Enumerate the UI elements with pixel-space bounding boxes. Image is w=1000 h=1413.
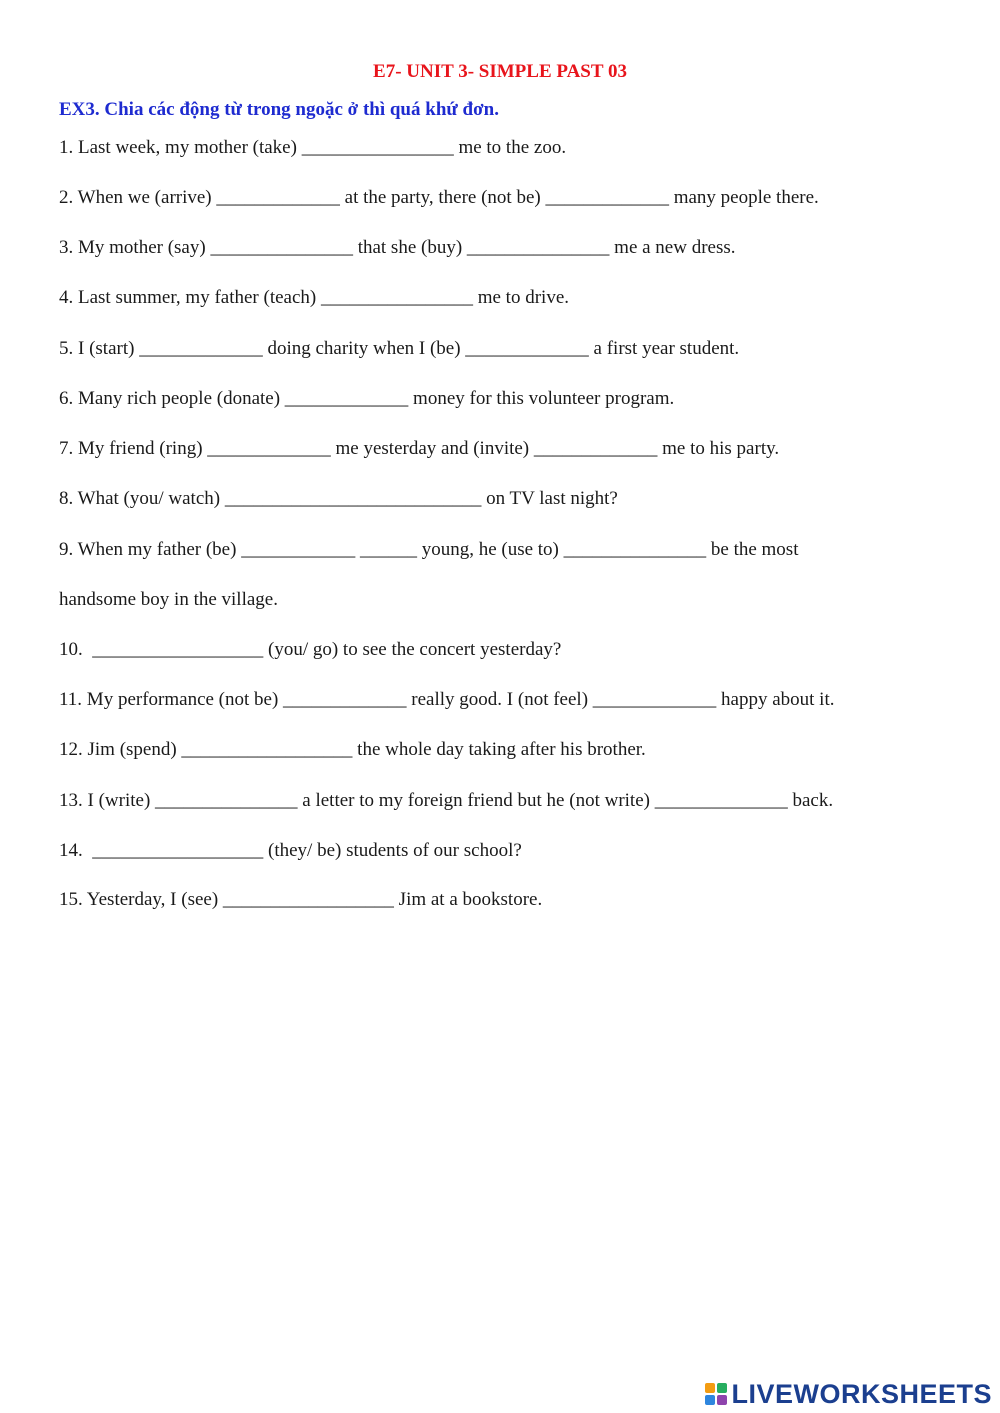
exercise-line-6: 6. Many rich people (donate) _____________ money for this volunteer program.: [59, 388, 675, 409]
exercise-line-11: 11. My performance (not be) _____________ really good. I (not feel) _____________ happy about it.: [59, 689, 835, 710]
exercise-line-15: 15. Yesterday, I (see) __________________ Jim at a bookstore.: [59, 889, 543, 910]
worksheet-title: E7- UNIT 3- SIMPLE PAST 03: [373, 61, 627, 82]
liveworksheets-brand-text: LIVEWORKSHEETS: [731, 1379, 992, 1409]
exercise-line-13: 13. I (write) _______________ a letter to my foreign friend but he (not write) ______________ back.: [59, 790, 834, 811]
exercise-line-4: 4. Last summer, my father (teach) ________________ me to drive.: [59, 287, 570, 308]
liveworksheets-logo-icon: [705, 1383, 727, 1405]
exercise-instruction: EX3. Chia các động từ trong ngoặc ở thì quá khứ đơn.: [59, 99, 499, 120]
exercise-line-7: 7. My friend (ring) _____________ me yesterday and (invite) _____________ me to his party.: [59, 438, 780, 459]
exercise-line-8: 8. What (you/ watch) ___________________________ on TV last night?: [59, 488, 618, 509]
exercise-line-9: 9. When my father (be) ____________ ______ young, he (use to) _______________ be the most: [59, 539, 799, 560]
exercise-line-5: 5. I (start) _____________ doing charity when I (be) _____________ a first year student.: [59, 338, 740, 359]
exercise-line-1: 1. Last week, my mother (take) ________________ me to the zoo.: [59, 137, 567, 158]
exercise-line-3: 3. My mother (say) _______________ that she (buy) _______________ me a new dress.: [59, 237, 736, 258]
exercise-line-2: 2. When we (arrive) _____________ at the party, there (not be) _____________ many people there.: [59, 187, 819, 208]
exercise-line-14: 14. __________________ (they/ be) students of our school?: [59, 840, 522, 861]
exercise-line-9-continued: handsome boy in the village.: [59, 589, 278, 610]
logo-block-1: [705, 1383, 715, 1393]
logo-block-4: [717, 1395, 727, 1405]
exercise-line-10: 10. __________________ (you/ go) to see the concert yesterday?: [59, 639, 562, 660]
liveworksheets-watermark: [705, 1379, 992, 1409]
exercise-line-12: 12. Jim (spend) __________________ the whole day taking after his brother.: [59, 739, 646, 760]
logo-block-2: [717, 1383, 727, 1393]
logo-block-3: [705, 1395, 715, 1405]
